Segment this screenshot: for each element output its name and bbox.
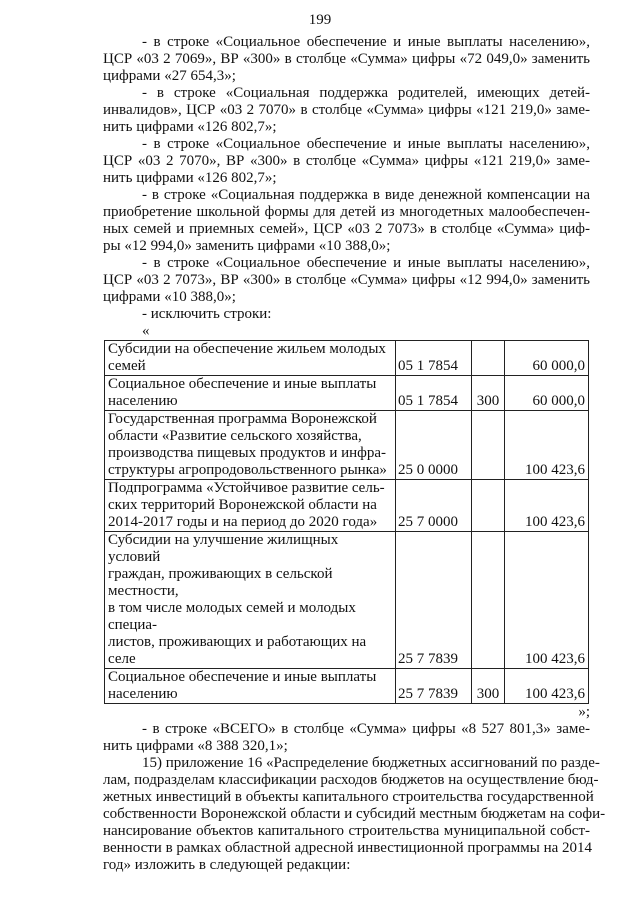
closing-quote: »; xyxy=(578,704,590,720)
cell-line: граждан, проживающих в сельской местности, xyxy=(108,566,333,599)
page-number: 199 xyxy=(308,12,332,28)
cell-line: Субсидии на улучшение жилищных условий xyxy=(108,532,339,565)
cell-line: ских территорий Воронежской области на xyxy=(108,497,377,513)
text-line: нить цифрами «126 802,7»; xyxy=(103,170,277,186)
cell-line: Социальное обеспечение и иные выплаты xyxy=(108,376,377,392)
text-line: цифрами «10 388,0»; xyxy=(103,289,236,305)
cell-line: Субсидии на обеспечение жильем молодых xyxy=(108,341,386,357)
row-code-cell: 05 1 7854 xyxy=(396,341,472,376)
text-line: нить цифрами «126 802,7»; xyxy=(103,119,277,135)
row-code-cell: 25 7 7839 xyxy=(396,669,472,704)
row-sum-cell: 60 000,0 xyxy=(505,341,589,376)
paragraph-e xyxy=(103,255,590,306)
text-line: приобретение школьной формы для детей из многодетных малообеспечен- xyxy=(103,204,590,220)
row-code-cell: 25 7 0000 xyxy=(396,480,472,532)
row-name-cell xyxy=(105,376,396,411)
cell-line: структуры агропродовольственного рынка» xyxy=(108,462,387,478)
text-line: - в строке «Социальное обеспечение и иные выплаты населению», xyxy=(142,136,590,152)
opening-quote: « xyxy=(142,323,150,339)
text-line: собственности Воронежской области и субсидий местным бюджетам на софи- xyxy=(103,806,606,822)
text-line: ЦСР «03 2 7069», ВР «300» в столбце «Сумма» цифры «72 049,0» заменить xyxy=(103,51,590,67)
row-vr-cell xyxy=(472,480,505,532)
row-sum-cell: 100 423,6 xyxy=(505,411,589,480)
text-line: - в строке «ВСЕГО» в столбце «Сумма» цифры «8 527 801,3» заме- xyxy=(142,721,590,737)
text-line: жетных инвестиций в объекты капитального строительства государственной xyxy=(103,789,594,805)
cell-line: населению xyxy=(108,686,178,702)
row-sum-cell: 100 423,6 xyxy=(505,532,589,669)
row-code-cell: 05 1 7854 xyxy=(396,376,472,411)
paragraph-g xyxy=(103,755,606,874)
paragraph-f xyxy=(103,721,590,755)
cell-line: Подпрограмма «Устойчивое развитие сель- xyxy=(108,480,385,496)
row-sum-cell: 100 423,6 xyxy=(505,480,589,532)
text-line: ных семей и приемных семей», ЦСР «03 2 7073» в столбце «Сумма» циф- xyxy=(103,221,590,237)
cell-line: области «Развитие сельского хозяйства, xyxy=(108,428,362,444)
paragraph-c xyxy=(103,136,590,187)
text-line: ЦСР «03 2 7073», ВР «300» в столбце «Сумма» цифры «12 994,0» заменить xyxy=(103,272,590,288)
text-line: - в строке «Социальная поддержка родителей, имеющих детей- xyxy=(142,85,590,101)
row-name-cell xyxy=(105,669,396,704)
document-body xyxy=(103,34,606,874)
row-sum-cell: 100 423,6 xyxy=(505,669,589,704)
row-name-cell xyxy=(105,480,396,532)
row-vr-cell: 300 xyxy=(472,669,505,704)
text-line: 15) приложение 16 «Распределение бюджетных ассигнований по разде- xyxy=(142,755,600,771)
cell-line: 2014-2017 годы и на период до 2020 года» xyxy=(108,514,378,530)
table-row xyxy=(105,411,589,480)
cell-line: семей xyxy=(108,358,146,374)
text-line: лам, подразделам классификации расходов бюджетов на осуществление бюд- xyxy=(103,772,599,788)
cell-line: листов, проживающих и работающих на селе xyxy=(108,634,367,667)
text-line: нить цифрами «8 388 320,1»; xyxy=(103,738,288,754)
row-vr-cell xyxy=(472,341,505,376)
text-line: инвалидов», ЦСР «03 2 7070» в столбце «Сумма» цифры «121 219,0» заме- xyxy=(103,102,590,118)
cell-line: Государственная программа Воронежской xyxy=(108,411,377,427)
paragraph-a xyxy=(103,34,590,85)
table-row xyxy=(105,532,589,669)
text-line: - в строке «Социальное обеспечение и иные выплаты населению», xyxy=(142,34,590,50)
paragraph-d xyxy=(103,187,590,255)
row-vr-cell xyxy=(472,532,505,669)
cell-line: Социальное обеспечение и иные выплаты xyxy=(108,669,377,685)
cell-line: населению xyxy=(108,393,178,409)
row-sum-cell: 60 000,0 xyxy=(505,376,589,411)
text-line: венности в рамках областной адресной инвестиционной программы на 2014 xyxy=(103,840,593,856)
row-name-cell xyxy=(105,411,396,480)
text-line: ЦСР «03 2 7070», ВР «300» в столбце «Сумма» цифры «121 219,0» заме- xyxy=(103,153,590,169)
table-row xyxy=(105,341,589,376)
row-vr-cell: 300 xyxy=(472,376,505,411)
table-row xyxy=(105,480,589,532)
text-line: - в строке «Социальная поддержка в виде денежной компенсации на xyxy=(142,187,590,203)
row-name-cell xyxy=(105,341,396,376)
excluded-rows-table xyxy=(104,340,589,704)
text-line: ры «12 994,0» заменить цифрами «10 388,0»; xyxy=(103,238,391,254)
row-code-cell: 25 7 7839 xyxy=(396,532,472,669)
table-row xyxy=(105,376,589,411)
text-line: год» изложить в следующей редакции: xyxy=(103,857,351,873)
cell-line: в том числе молодых семей и молодых специа- xyxy=(108,600,356,633)
cell-line: производства пищевых продуктов и инфра- xyxy=(108,445,387,461)
table-row xyxy=(105,669,589,704)
paragraph-b xyxy=(103,85,590,136)
row-vr-cell xyxy=(472,411,505,480)
exclude-rows-label: - исключить строки: xyxy=(142,306,272,322)
text-line: цифрами «27 654,3»; xyxy=(103,68,236,84)
row-name-cell xyxy=(105,532,396,669)
text-line: нансирование объектов капитального строительства муниципальной собст- xyxy=(103,823,590,839)
row-code-cell: 25 0 0000 xyxy=(396,411,472,480)
text-line: - в строке «Социальное обеспечение и иные выплаты населению», xyxy=(142,255,590,271)
